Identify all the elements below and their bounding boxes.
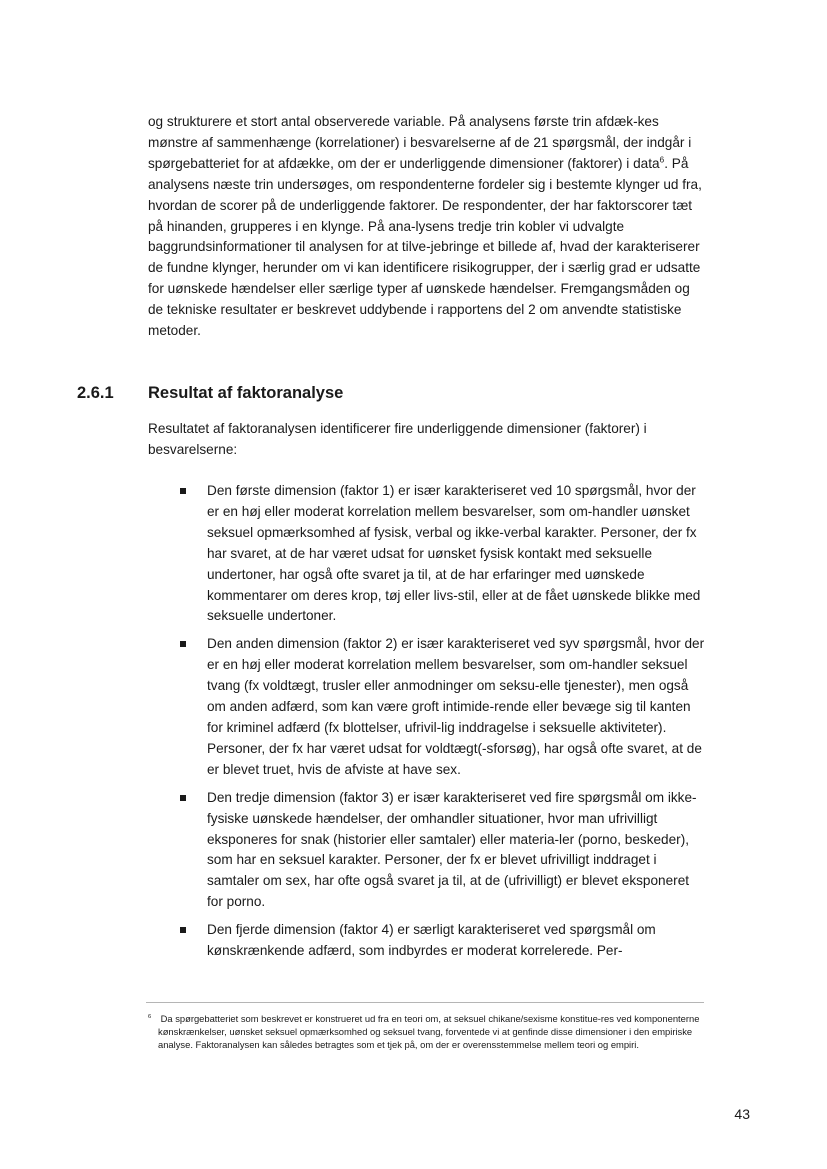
list-item-text: Den anden dimension (faktor 2) er især karakteriseret ved syv spørgsmål, hvor der er en høj eller moderat korrelation mellem besvarelser, som om-handler seksuel tvang (fx voldtægt, trusler eller anmodninger om seksu-elle tjenester), men også om anden adfærd, som kan være groft intimide-rende eller bevæge sig til kanten for kriminel adfærd (fx blottelser, ufrivil-lig inddragelse i seksuelle aktiviteter). Personer, der fx har været udsat for voldtægt(-sforsøg), har også ofte svaret, at de er blevet truet, hvis de afviste at have sex. — [207, 636, 705, 777]
section-title: Resultat af faktoranalyse — [148, 384, 344, 402]
page-number: 43 — [734, 1106, 750, 1122]
square-bullet-icon — [180, 795, 186, 801]
list-item — [178, 634, 705, 780]
square-bullet-icon — [180, 641, 186, 647]
footnote-reference[interactable]: 6 — [659, 154, 665, 165]
section-lead-paragraph: Resultatet af faktoranalysen identificerer fire underliggende dimensioner (faktorer) i besvarelserne: — [148, 421, 647, 457]
list-item — [178, 920, 705, 962]
list-item-text: Den tredje dimension (faktor 3) er især karakteriseret ved fire spørgsmål om ikke-fysiske uønskede hændelser, der omhandler situationer, hvor man ufrivilligt eksponeres for snak (historier eller samtaler) eller materia-ler (porno, beskeder), som har en seksuel karakter. Personer, der fx er blevet ufrivilligt inddraget i samtaler om sex, har ofte også svaret ja til, at de (ufrivilligt) er blevet eksponeret for porno. — [207, 789, 697, 910]
footnote-text: Da spørgebatteriet som beskrevet er konstrueret ud fra en teori om, at seksuel chikane/sexisme konstitue-res ved komponenterne kønskrænkelser, uønsket seksuel opmærksomhed og seksuel tvang, forventede vi at genfinde disse dimensioner i den empiriske analyse. Faktoranalysen kan således betragtes som et tjek på, om der er overensstemmelse mellem teori og empiri. — [158, 1013, 700, 1050]
list-item-text: Den fjerde dimension (faktor 4) er særligt karakteriseret ved spørgsmål om kønskrænkende adfærd, som indbyrdes er moderat korrelerede. Per- — [207, 922, 656, 959]
square-bullet-icon — [180, 927, 186, 933]
list-item — [178, 788, 705, 913]
square-bullet-icon — [180, 488, 186, 494]
list-item-text: Den første dimension (faktor 1) er især karakteriseret ved 10 spørgsmål, hvor der er en høj eller moderat korrelation mellem besvarelser, som om-handler uønsket seksuel opmærksomhed af fysisk, verbal og ikke-verbal karakter. Personer, der fx har svaret, at de har været udsat for uønsket fysisk kontakt med seksuelle undertoner, har også ofte svaret ja til, at de har erfaringer med uønskede kommentarer om deres krop, tøj eller livs-stil, eller at de fået uønskede blikke med seksuelle undertoner. — [207, 483, 701, 624]
bullet-list — [178, 481, 705, 969]
section-number: 2.6.1 — [77, 384, 114, 402]
intro-paragraph — [148, 112, 704, 342]
list-item — [178, 481, 705, 627]
intro-text-part1: og strukturere et stort antal observerede variable. På analysens første trin afdæk-kes mønstre af sammenhænge (korrelationer) i besvarelserne af de 21 spørgsmål, der indgår i spørgebatteriet for at afdække, om der er underliggende dimensioner (faktorer) i data — [148, 114, 692, 171]
section-heading — [77, 382, 704, 404]
footnote: $^6$ Da spørgebatteriet som beskrevet er konstrueret ud fra en teori om, at seksuel chikane/sexisme konstitue-res ved komponenterne kønskrænkelser, uønsket seksuel opmærksomhed og seksuel tvang, forventede vi at genfinde disse dimensioner i den empiriske analyse. Faktoranalysen kan således betragtes som et tjek på, om der er overensstemmelse mellem teori og empiri. — [148, 1013, 700, 1050]
footnote-divider — [146, 1002, 704, 1003]
intro-text-part2: . På analysens næste trin undersøges, om respondenterne fordeler sig i bestemte klynger ud fra, hvordan de scorer på de underliggende faktorer. De respondenter, der har faktorscorer tæt på hinanden, grupperes i en klynge. På ana-lysens tredje trin kobler vi udvalgte baggrundsinformationer til analysen for at tilve-jebringe et billede af, hvad der karakteriserer de fundne klynger, herunder om vi kan identificere risikogrupper, der i særlig grad er udsatte for uønskede hændelser eller særlige typer af uønskede hændelser. Fremgangsmåden og de tekniske resultater er beskrevet uddybende i rapportens del 2 om anvendte statistiske metoder. — [148, 155, 702, 339]
